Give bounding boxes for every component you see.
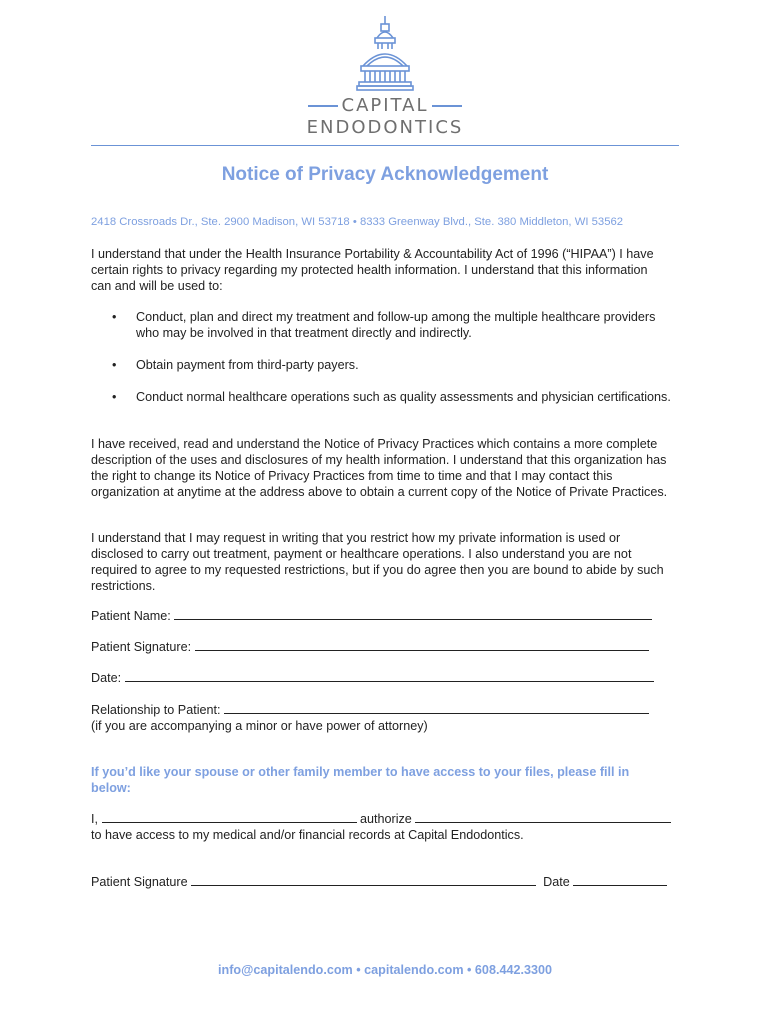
brand-rule-right <box>432 105 462 107</box>
list-item-text: Conduct, plan and direct my treatment and follow-up among the multiple healthcare providers who may be involved in that treatment directly and indirectly. <box>136 310 656 340</box>
final-date-field[interactable] <box>573 874 667 886</box>
restriction-paragraph: I understand that I may request in writing that you restrict how my private information is used or disclosed to carry out treatment, payment or healthcare operations. I also understand you are not required to agree to my requested restrictions, but if you do agree then you are bound to abide by such restrictions. <box>91 531 664 593</box>
authorized-person-field[interactable] <box>415 811 671 823</box>
brand-line1-text: CAPITAL <box>341 95 429 116</box>
bullet-symbol: • <box>112 310 117 324</box>
logo <box>0 14 770 94</box>
final-date-label: Date <box>543 875 570 889</box>
header-divider <box>91 145 679 146</box>
intro-paragraph: I understand that under the Health Insurance Portability & Accountability Act of 1996 (“HIPAA”) I have certain rights to privacy regarding my protected health information. I understand that this information can and will be used to: <box>91 247 654 293</box>
page-title: Notice of Privacy Acknowledgement <box>221 164 549 185</box>
patient-signature-row <box>91 639 649 655</box>
bullet-symbol: • <box>112 358 117 372</box>
authorizer-name-field[interactable] <box>102 811 357 823</box>
authorize-label: authorize <box>360 812 412 826</box>
patient-name-field[interactable] <box>174 608 652 620</box>
date-row <box>91 670 654 686</box>
capitol-dome-icon <box>355 14 415 94</box>
final-signature-field[interactable] <box>191 874 536 886</box>
list-item <box>112 357 672 373</box>
relationship-label: Relationship to Patient: <box>91 703 221 717</box>
patient-name-label: Patient Name: <box>91 609 171 623</box>
patient-signature-label: Patient Signature: <box>91 640 192 654</box>
date-field[interactable] <box>125 670 654 682</box>
list-item-text: Conduct normal healthcare operations such as quality assessments and physician certifications. <box>136 390 671 404</box>
list-item <box>112 309 672 341</box>
family-access-heading: If you’d like your spouse or other family member to have access to your files, please fill in below: <box>91 765 630 795</box>
footer-contact: info@capitalendo.com • capitalendo.com • 608.442.3300 <box>218 963 552 977</box>
authorize-row <box>91 811 671 827</box>
authorize-prefix: I, <box>91 812 98 826</box>
notice-paragraph: I have received, read and understand the Notice of Privacy Practices which contains a more complete description of the uses and disclosures of my health information. I understand that this organization has the right to change its Notice of Privacy Practices from time to time and that I may contact this organization at anytime at the address above to obtain a current copy of the Notice of Private Practices. <box>91 437 668 499</box>
brand-name-line2: ENDODONTICS <box>306 117 464 138</box>
final-signature-label: Patient Signature <box>91 875 188 889</box>
patient-signature-field[interactable] <box>195 639 649 651</box>
authorize-suffix: to have access to my medical and/or financial records at Capital Endodontics. <box>91 828 524 842</box>
list-item <box>112 389 672 405</box>
relationship-row <box>91 702 649 718</box>
list-item-text: Obtain payment from third-party payers. <box>136 358 359 372</box>
final-signature-row <box>91 874 667 890</box>
relationship-note: (if you are accompanying a minor or have power of attorney) <box>91 719 428 733</box>
bullet-symbol: • <box>112 390 117 404</box>
brand-name-line1 <box>0 95 770 116</box>
relationship-field[interactable] <box>224 702 649 714</box>
brand-rule-left <box>308 105 338 107</box>
patient-name-row <box>91 608 652 624</box>
office-addresses: 2418 Crossroads Dr., Ste. 2900 Madison, WI 53718 • 8333 Greenway Blvd., Ste. 380 Middleton, WI 53562 <box>91 216 624 228</box>
date-label: Date: <box>91 671 122 685</box>
